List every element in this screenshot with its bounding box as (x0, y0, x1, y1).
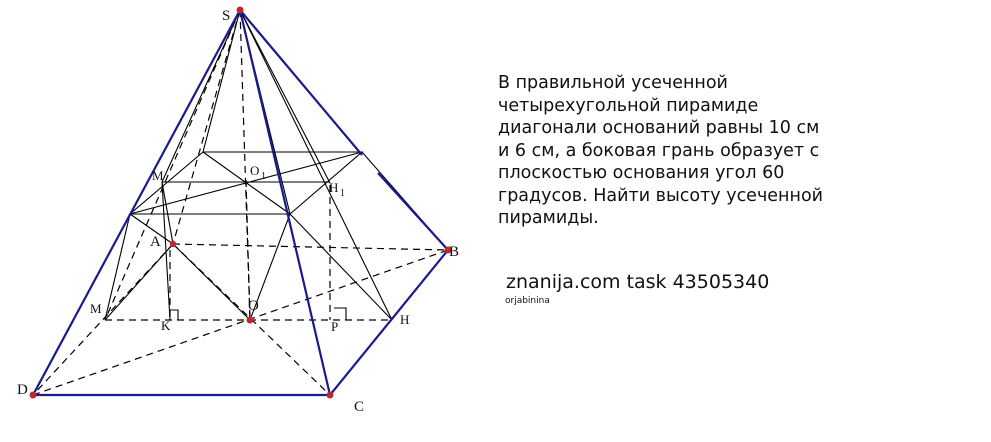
hidden-apothem-SM (105, 10, 240, 320)
label-M: M (90, 301, 102, 316)
problem-line: пирамиды. (498, 208, 599, 228)
label-D: D (17, 382, 28, 398)
hidden-height-SO (240, 10, 250, 320)
hidden-edge-AB (173, 244, 448, 250)
line-A-to-M (105, 244, 173, 320)
pyramid-edges (33, 10, 448, 395)
point-C (327, 392, 334, 399)
problem-line: диагонали оснований равны 10 см (498, 118, 820, 138)
line-S-to-Mtop (162, 10, 240, 182)
line-upper-left-to-Mbottom (105, 214, 130, 320)
point-D (30, 392, 37, 399)
line-S-to-H1 (240, 10, 330, 183)
problem-line: плоскостью основания угол 60 (498, 163, 785, 183)
point-O (247, 317, 254, 324)
line-A-to-O (173, 244, 250, 320)
edge-SC (240, 10, 330, 395)
hidden-edge-SA (173, 10, 240, 244)
line-S-to-H (240, 10, 392, 320)
edge-CB (330, 250, 448, 395)
line-upper-right-to-H (290, 214, 392, 320)
label-K: K (161, 318, 171, 333)
label-O1-subscript: 1 (261, 171, 266, 182)
label-H1: H (329, 180, 339, 195)
point-S (237, 7, 244, 14)
source-caption: znanija.com task 43505340 (506, 271, 770, 293)
label-A: A (150, 234, 161, 250)
hidden-diagonal-DB (33, 250, 448, 395)
problem-line: четырехугольной пирамиде (498, 95, 759, 116)
label-H1-subscript: 1 (340, 188, 345, 199)
label-O1: O (250, 163, 260, 178)
label-H: H (400, 312, 410, 327)
label-B: B (449, 244, 460, 260)
label-C: C (354, 399, 365, 415)
right-angle-K (170, 310, 178, 320)
problem-line: градусов. Найти высоту усеченной (498, 185, 824, 206)
author-caption: orjabinina (505, 296, 550, 306)
label-S: S (222, 8, 231, 24)
label-O: O (248, 298, 259, 314)
hidden-lines (33, 10, 448, 395)
edge-SB-lower (378, 173, 448, 250)
point-A (170, 241, 176, 247)
label-M1: M (152, 168, 164, 183)
label-P: P (331, 319, 339, 334)
problem-line: и 6 см, а боковая грань образует с (498, 140, 820, 161)
edge-SD (33, 10, 240, 395)
points (30, 7, 452, 399)
problem-statement (498, 72, 858, 230)
problem-line: В правильной усеченной (498, 73, 728, 93)
